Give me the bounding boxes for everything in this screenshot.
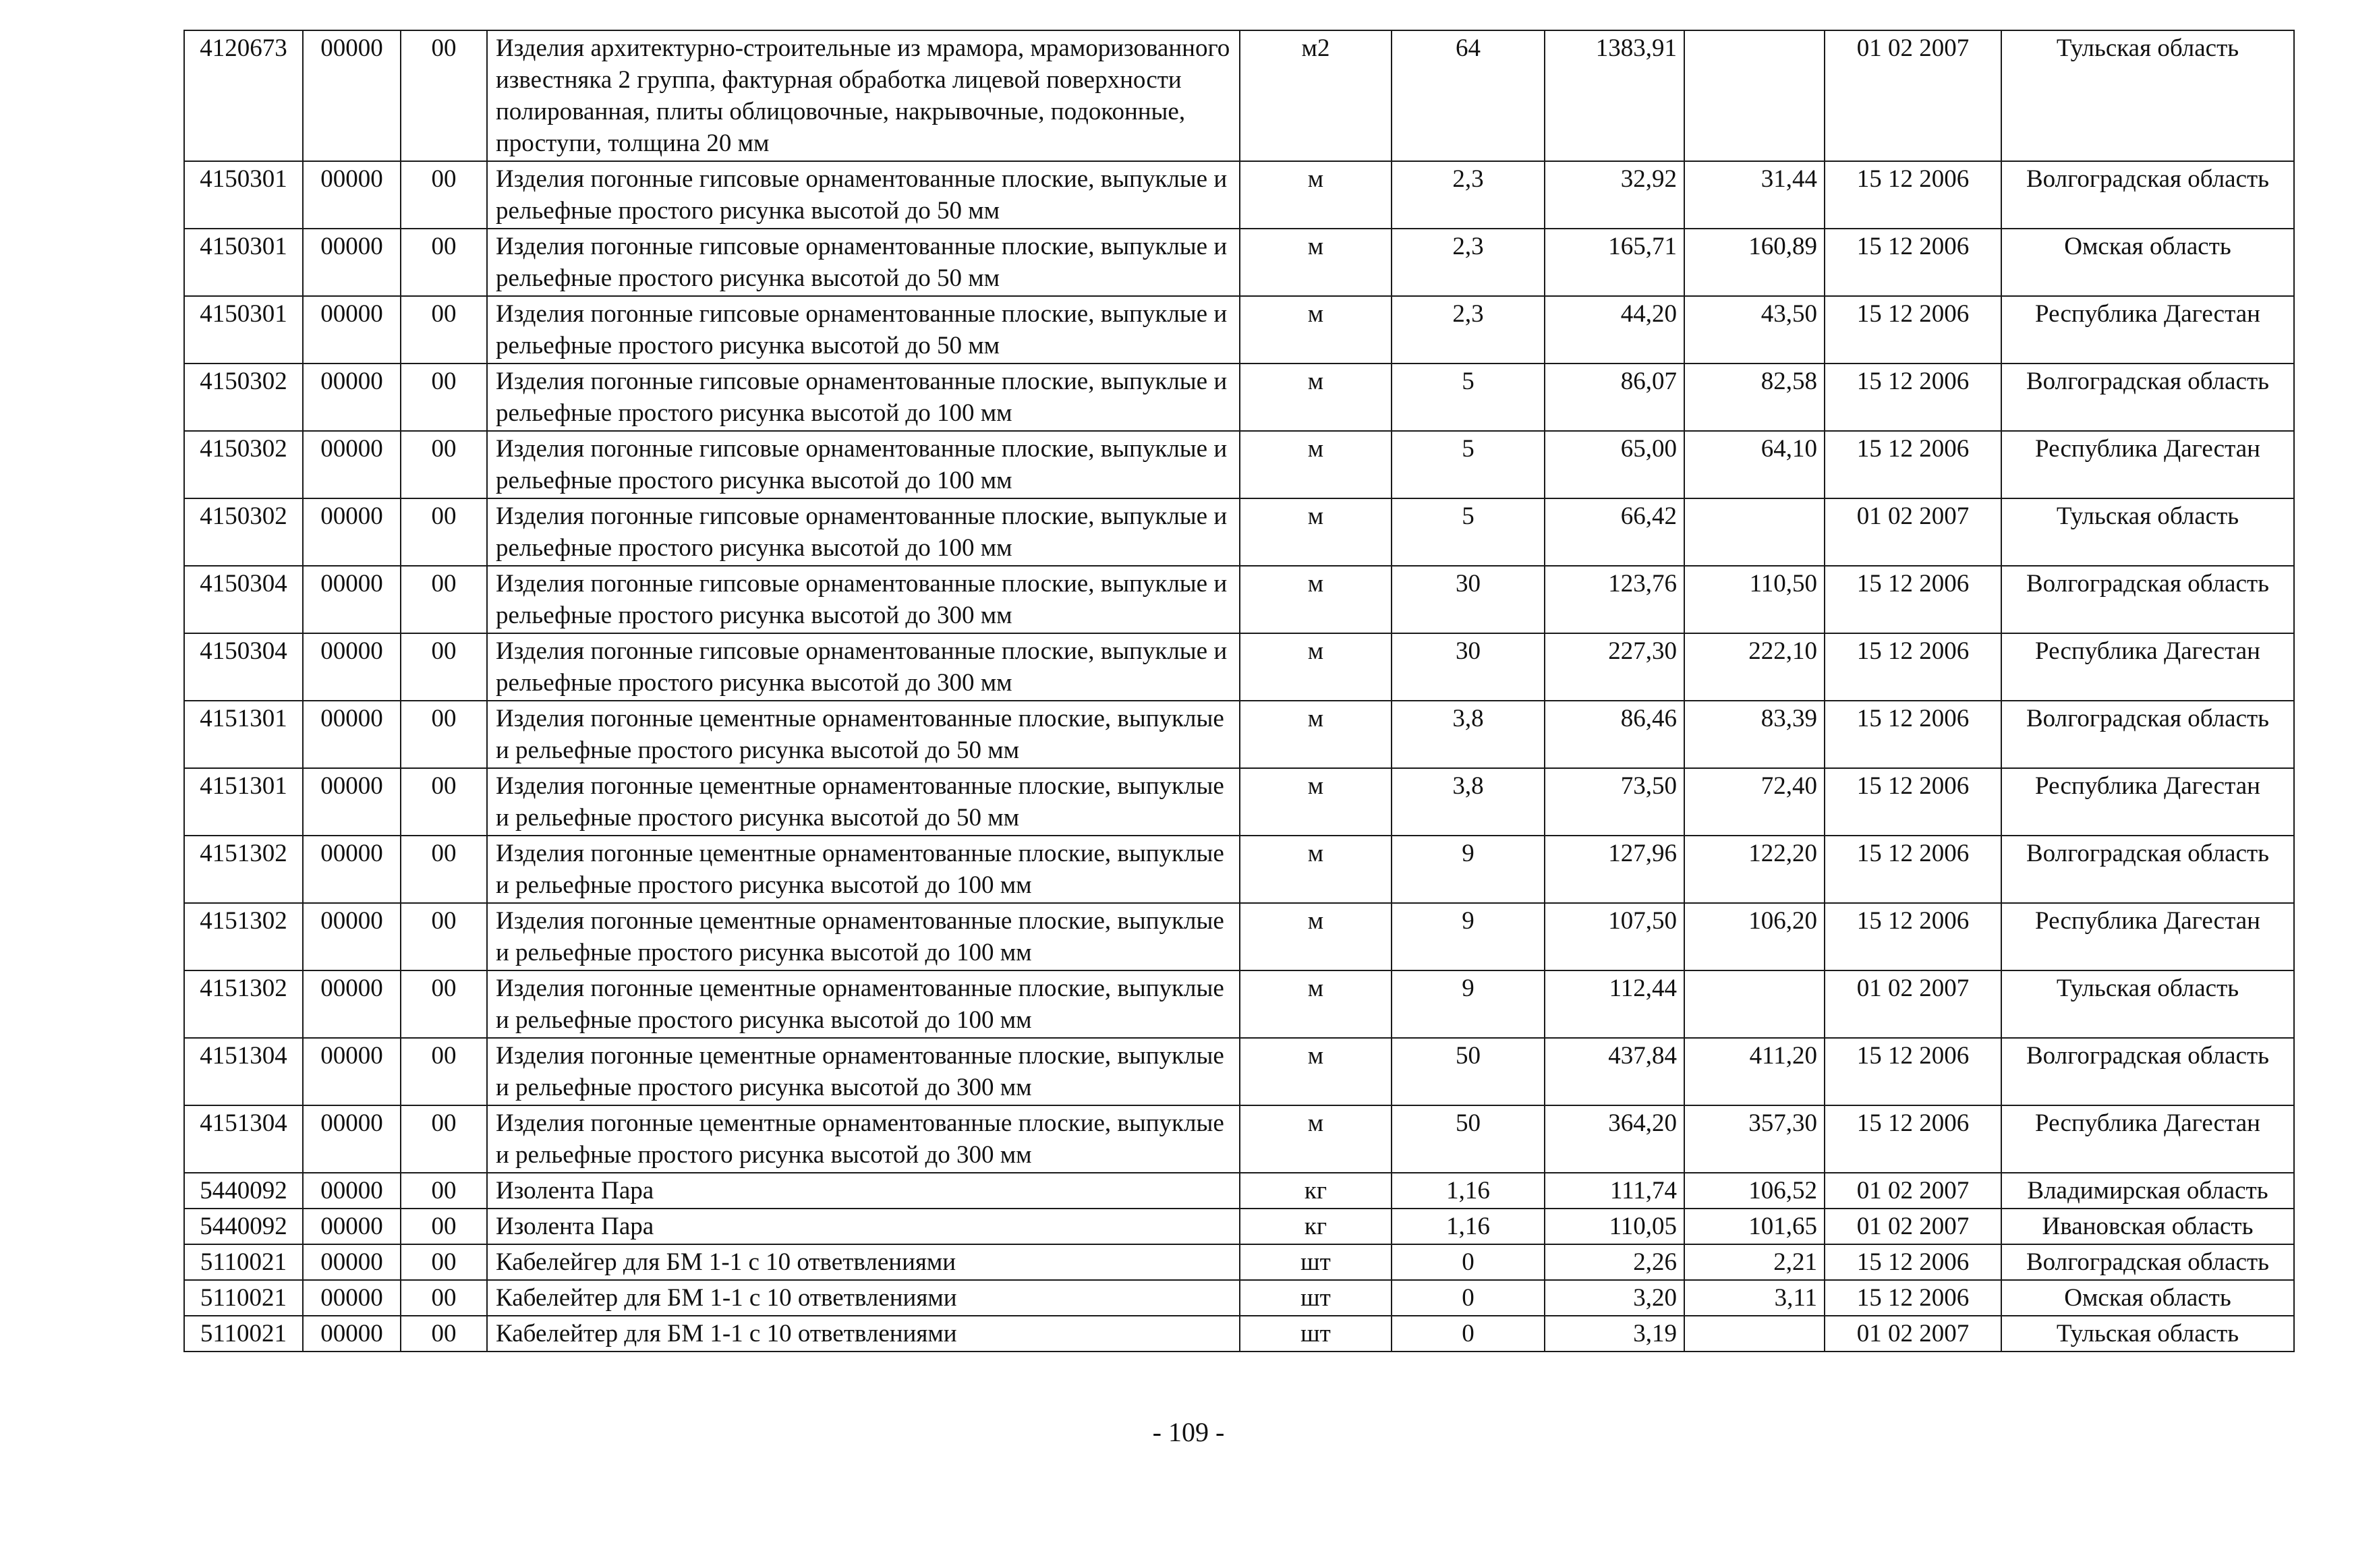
cell-code: 4120673	[184, 30, 303, 161]
cell-price-1: 110,05	[1545, 1209, 1684, 1244]
cell-suffix: 00	[401, 364, 487, 431]
cell-date: 15 12 2006	[1825, 1038, 2001, 1105]
cell-date: 15 12 2006	[1825, 1280, 2001, 1316]
cell-price-2: 72,40	[1684, 768, 1825, 836]
cell-quantity: 30	[1392, 566, 1545, 633]
cell-region: Омская область	[2001, 1280, 2294, 1316]
cell-description: Изделия погонные цементные орнаментованные плоские, выпуклые и рельефные простого рисунка высотой до 50 мм	[487, 768, 1240, 836]
cell-region: Волгоградская область	[2001, 161, 2294, 229]
cell-price-1: 2,26	[1545, 1244, 1684, 1280]
cell-price-2	[1684, 970, 1825, 1038]
cell-price-2: 31,44	[1684, 161, 1825, 229]
cell-subcode: 00000	[303, 498, 401, 566]
cell-subcode: 00000	[303, 970, 401, 1038]
table-row	[184, 161, 2294, 229]
cell-quantity: 5	[1392, 498, 1545, 566]
table-row	[184, 633, 2294, 701]
cell-price-2: 110,50	[1684, 566, 1825, 633]
cell-unit: м	[1240, 431, 1392, 498]
cell-suffix: 00	[401, 296, 487, 364]
cell-price-2: 106,20	[1684, 903, 1825, 970]
cell-code: 4150301	[184, 296, 303, 364]
cell-quantity: 9	[1392, 903, 1545, 970]
cell-price-2: 106,52	[1684, 1173, 1825, 1209]
cell-date: 15 12 2006	[1825, 768, 2001, 836]
cell-price-2	[1684, 498, 1825, 566]
cell-price-2: 222,10	[1684, 633, 1825, 701]
cell-suffix: 00	[401, 1244, 487, 1280]
cell-description: Изделия погонные цементные орнаментованные плоские, выпуклые и рельефные простого рисунка высотой до 300 мм	[487, 1105, 1240, 1173]
cell-quantity: 2,3	[1392, 161, 1545, 229]
cell-suffix: 00	[401, 161, 487, 229]
cell-code: 4151304	[184, 1105, 303, 1173]
cell-unit: м	[1240, 566, 1392, 633]
table-row	[184, 903, 2294, 970]
cell-price-2: 82,58	[1684, 364, 1825, 431]
cell-code: 4150304	[184, 566, 303, 633]
cell-price-2: 64,10	[1684, 431, 1825, 498]
cell-unit: м	[1240, 633, 1392, 701]
cell-price-1: 227,30	[1545, 633, 1684, 701]
cell-date: 15 12 2006	[1825, 566, 2001, 633]
cell-price-1: 107,50	[1545, 903, 1684, 970]
cell-quantity: 9	[1392, 970, 1545, 1038]
cell-code: 4151301	[184, 701, 303, 768]
cell-unit: м	[1240, 1038, 1392, 1105]
cell-date: 15 12 2006	[1825, 296, 2001, 364]
cell-unit: шт	[1240, 1316, 1392, 1352]
cell-code: 5110021	[184, 1244, 303, 1280]
table-row	[184, 296, 2294, 364]
cell-code: 4150301	[184, 229, 303, 296]
cell-price-2: 101,65	[1684, 1209, 1825, 1244]
cell-unit: м	[1240, 1105, 1392, 1173]
cell-subcode: 00000	[303, 431, 401, 498]
cell-quantity: 1,16	[1392, 1209, 1545, 1244]
cell-code: 4151304	[184, 1038, 303, 1105]
cell-price-2: 357,30	[1684, 1105, 1825, 1173]
cell-unit: м	[1240, 296, 1392, 364]
cell-price-1: 364,20	[1545, 1105, 1684, 1173]
cell-price-1: 86,07	[1545, 364, 1684, 431]
cell-subcode: 00000	[303, 1244, 401, 1280]
cell-subcode: 00000	[303, 1209, 401, 1244]
cell-quantity: 64	[1392, 30, 1545, 161]
cell-description: Изделия погонные цементные орнаментованные плоские, выпуклые и рельефные простого рисунка высотой до 50 мм	[487, 701, 1240, 768]
page-number: - 109 -	[1152, 1417, 1225, 1447]
cell-code: 4150301	[184, 161, 303, 229]
cell-unit: м	[1240, 903, 1392, 970]
cell-quantity: 5	[1392, 431, 1545, 498]
cell-unit: кг	[1240, 1209, 1392, 1244]
cell-region: Ивановская область	[2001, 1209, 2294, 1244]
cell-suffix: 00	[401, 1038, 487, 1105]
cell-suffix: 00	[401, 498, 487, 566]
cell-subcode: 00000	[303, 701, 401, 768]
table-row	[184, 1105, 2294, 1173]
cell-region: Республика Дагестан	[2001, 296, 2294, 364]
cell-unit: шт	[1240, 1244, 1392, 1280]
cell-date: 15 12 2006	[1825, 701, 2001, 768]
table-row	[184, 768, 2294, 836]
cell-suffix: 00	[401, 431, 487, 498]
cell-description: Изделия погонные гипсовые орнаментованные плоские, выпуклые и рельефные простого рисунка высотой до 50 мм	[487, 229, 1240, 296]
cell-subcode: 00000	[303, 296, 401, 364]
cell-code: 4151302	[184, 836, 303, 903]
cell-region: Волгоградская область	[2001, 566, 2294, 633]
cell-description: Кабелейгер для БМ 1-1 с 10 ответвлениями	[487, 1244, 1240, 1280]
cell-price-1: 111,74	[1545, 1173, 1684, 1209]
cell-description: Изолента Пара	[487, 1209, 1240, 1244]
cell-code: 5440092	[184, 1209, 303, 1244]
cell-region: Волгоградская область	[2001, 836, 2294, 903]
cell-price-1: 112,44	[1545, 970, 1684, 1038]
cell-description: Изделия погонные цементные орнаментованные плоские, выпуклые и рельефные простого рисунка высотой до 100 мм	[487, 970, 1240, 1038]
table-row	[184, 30, 2294, 161]
cell-description: Изделия погонные цементные орнаментованные плоские, выпуклые и рельефные простого рисунка высотой до 100 мм	[487, 903, 1240, 970]
cell-code: 4150302	[184, 364, 303, 431]
cell-description: Изделия погонные гипсовые орнаментованные плоские, выпуклые и рельефные простого рисунка высотой до 50 мм	[487, 161, 1240, 229]
cell-suffix: 00	[401, 1173, 487, 1209]
table-row	[184, 229, 2294, 296]
cell-region: Республика Дагестан	[2001, 1105, 2294, 1173]
cell-subcode: 00000	[303, 1173, 401, 1209]
cell-price-1: 32,92	[1545, 161, 1684, 229]
cell-quantity: 0	[1392, 1316, 1545, 1352]
cell-description: Кабелейтер для БМ 1-1 с 10 ответвлениями	[487, 1280, 1240, 1316]
cell-date: 01 02 2007	[1825, 1173, 2001, 1209]
cell-subcode: 00000	[303, 566, 401, 633]
cell-quantity: 3,8	[1392, 768, 1545, 836]
cell-quantity: 2,3	[1392, 296, 1545, 364]
cell-unit: м	[1240, 836, 1392, 903]
cell-subcode: 00000	[303, 1105, 401, 1173]
cell-description: Изделия погонные гипсовые орнаментованные плоские, выпуклые и рельефные простого рисунка высотой до 300 мм	[487, 566, 1240, 633]
cell-unit: шт	[1240, 1280, 1392, 1316]
table-row	[184, 701, 2294, 768]
cell-description: Изделия погонные гипсовые орнаментованные плоские, выпуклые и рельефные простого рисунка высотой до 300 мм	[487, 633, 1240, 701]
cell-code: 4150302	[184, 431, 303, 498]
cell-suffix: 00	[401, 229, 487, 296]
cell-region: Волгоградская область	[2001, 364, 2294, 431]
cell-quantity: 9	[1392, 836, 1545, 903]
cell-description: Изделия погонные цементные орнаментованные плоские, выпуклые и рельефные простого рисунка высотой до 100 мм	[487, 836, 1240, 903]
cell-price-1: 123,76	[1545, 566, 1684, 633]
cell-price-1: 127,96	[1545, 836, 1684, 903]
cell-date: 01 02 2007	[1825, 970, 2001, 1038]
cell-region: Республика Дагестан	[2001, 768, 2294, 836]
cell-date: 15 12 2006	[1825, 364, 2001, 431]
cell-subcode: 00000	[303, 229, 401, 296]
cell-price-1: 165,71	[1545, 229, 1684, 296]
cell-suffix: 00	[401, 1105, 487, 1173]
cell-subcode: 00000	[303, 1280, 401, 1316]
cell-suffix: 00	[401, 1280, 487, 1316]
cell-date: 15 12 2006	[1825, 836, 2001, 903]
cell-description: Изделия архитектурно-строительные из мрамора, мраморизованного известняка 2 группа, фактурная обработка лицевой поверхности полированная, плиты облицовочные, накрывочные, подоконные, проступи, толщина 20 мм	[487, 30, 1240, 161]
cell-subcode: 00000	[303, 161, 401, 229]
table-row	[184, 498, 2294, 566]
table-row	[184, 836, 2294, 903]
cell-date: 01 02 2007	[1825, 30, 2001, 161]
cell-subcode: 00000	[303, 1038, 401, 1105]
cell-code: 4151302	[184, 970, 303, 1038]
cell-date: 01 02 2007	[1825, 498, 2001, 566]
cell-code: 4150304	[184, 633, 303, 701]
cell-date: 15 12 2006	[1825, 431, 2001, 498]
cell-region: Тульская область	[2001, 498, 2294, 566]
cell-description: Изделия погонные гипсовые орнаментованные плоские, выпуклые и рельефные простого рисунка высотой до 50 мм	[487, 296, 1240, 364]
cell-description: Изделия погонные гипсовые орнаментованные плоские, выпуклые и рельефные простого рисунка высотой до 100 мм	[487, 498, 1240, 566]
table-row	[184, 1280, 2294, 1316]
cell-unit: м	[1240, 498, 1392, 566]
cell-subcode: 00000	[303, 633, 401, 701]
cell-suffix: 00	[401, 1316, 487, 1352]
cell-code: 5110021	[184, 1316, 303, 1352]
cell-quantity: 30	[1392, 633, 1545, 701]
cell-price-1: 1383,91	[1545, 30, 1684, 161]
table-row	[184, 1316, 2294, 1352]
cell-price-1: 66,42	[1545, 498, 1684, 566]
table-row	[184, 431, 2294, 498]
cell-subcode: 00000	[303, 1316, 401, 1352]
table-row	[184, 1209, 2294, 1244]
cell-date: 15 12 2006	[1825, 229, 2001, 296]
cell-region: Республика Дагестан	[2001, 903, 2294, 970]
cell-price-1: 86,46	[1545, 701, 1684, 768]
cell-unit: м2	[1240, 30, 1392, 161]
cell-region: Волгоградская область	[2001, 1244, 2294, 1280]
cell-date: 15 12 2006	[1825, 903, 2001, 970]
cell-subcode: 00000	[303, 30, 401, 161]
cell-date: 15 12 2006	[1825, 633, 2001, 701]
price-table	[183, 30, 2295, 1352]
cell-subcode: 00000	[303, 836, 401, 903]
cell-region: Тульская область	[2001, 970, 2294, 1038]
cell-region: Тульская область	[2001, 1316, 2294, 1352]
cell-price-2: 2,21	[1684, 1244, 1825, 1280]
cell-quantity: 50	[1392, 1105, 1545, 1173]
cell-suffix: 00	[401, 903, 487, 970]
table-row	[184, 1173, 2294, 1209]
table-row	[184, 970, 2294, 1038]
cell-price-2	[1684, 1316, 1825, 1352]
table-row	[184, 364, 2294, 431]
cell-suffix: 00	[401, 1209, 487, 1244]
cell-code: 4151302	[184, 903, 303, 970]
cell-region: Республика Дагестан	[2001, 431, 2294, 498]
cell-subcode: 00000	[303, 364, 401, 431]
cell-region: Омская область	[2001, 229, 2294, 296]
cell-price-2: 83,39	[1684, 701, 1825, 768]
cell-description: Кабелейтер для БМ 1-1 с 10 ответвлениями	[487, 1316, 1240, 1352]
cell-region: Тульская область	[2001, 30, 2294, 161]
cell-subcode: 00000	[303, 903, 401, 970]
cell-unit: м	[1240, 229, 1392, 296]
cell-price-2: 411,20	[1684, 1038, 1825, 1105]
cell-price-1: 65,00	[1545, 431, 1684, 498]
cell-unit: м	[1240, 970, 1392, 1038]
cell-description: Изделия погонные цементные орнаментованные плоские, выпуклые и рельефные простого рисунка высотой до 300 мм	[487, 1038, 1240, 1105]
cell-suffix: 00	[401, 633, 487, 701]
cell-price-1: 3,19	[1545, 1316, 1684, 1352]
cell-suffix: 00	[401, 701, 487, 768]
cell-price-2: 122,20	[1684, 836, 1825, 903]
cell-price-2: 3,11	[1684, 1280, 1825, 1316]
table-row	[184, 566, 2294, 633]
cell-quantity: 1,16	[1392, 1173, 1545, 1209]
cell-quantity: 3,8	[1392, 701, 1545, 768]
cell-quantity: 0	[1392, 1280, 1545, 1316]
cell-unit: кг	[1240, 1173, 1392, 1209]
cell-price-1: 437,84	[1545, 1038, 1684, 1105]
cell-description: Изолента Пара	[487, 1173, 1240, 1209]
table-row	[184, 1038, 2294, 1105]
cell-suffix: 00	[401, 768, 487, 836]
cell-unit: м	[1240, 161, 1392, 229]
cell-quantity: 5	[1392, 364, 1545, 431]
cell-subcode: 00000	[303, 768, 401, 836]
cell-unit: м	[1240, 768, 1392, 836]
cell-region: Волгоградская область	[2001, 1038, 2294, 1105]
cell-unit: м	[1240, 364, 1392, 431]
cell-quantity: 50	[1392, 1038, 1545, 1105]
cell-date: 15 12 2006	[1825, 1244, 2001, 1280]
cell-code: 4151301	[184, 768, 303, 836]
cell-suffix: 00	[401, 30, 487, 161]
cell-date: 01 02 2007	[1825, 1209, 2001, 1244]
cell-date: 01 02 2007	[1825, 1316, 2001, 1352]
cell-price-2: 43,50	[1684, 296, 1825, 364]
cell-date: 15 12 2006	[1825, 1105, 2001, 1173]
cell-code: 4150302	[184, 498, 303, 566]
cell-quantity: 2,3	[1392, 229, 1545, 296]
cell-price-1: 3,20	[1545, 1280, 1684, 1316]
cell-description: Изделия погонные гипсовые орнаментованные плоские, выпуклые и рельефные простого рисунка высотой до 100 мм	[487, 364, 1240, 431]
cell-quantity: 0	[1392, 1244, 1545, 1280]
cell-price-2	[1684, 30, 1825, 161]
cell-code: 5110021	[184, 1280, 303, 1316]
cell-price-2: 160,89	[1684, 229, 1825, 296]
cell-description: Изделия погонные гипсовые орнаментованные плоские, выпуклые и рельефные простого рисунка высотой до 100 мм	[487, 431, 1240, 498]
cell-region: Волгоградская область	[2001, 701, 2294, 768]
table-row	[184, 1244, 2294, 1280]
cell-unit: м	[1240, 701, 1392, 768]
cell-code: 5440092	[184, 1173, 303, 1209]
cell-suffix: 00	[401, 566, 487, 633]
cell-suffix: 00	[401, 836, 487, 903]
cell-region: Владимирская область	[2001, 1173, 2294, 1209]
cell-suffix: 00	[401, 970, 487, 1038]
cell-date: 15 12 2006	[1825, 161, 2001, 229]
cell-price-1: 44,20	[1545, 296, 1684, 364]
price-table-body	[184, 30, 2294, 1352]
cell-price-1: 73,50	[1545, 768, 1684, 836]
cell-region: Республика Дагестан	[2001, 633, 2294, 701]
